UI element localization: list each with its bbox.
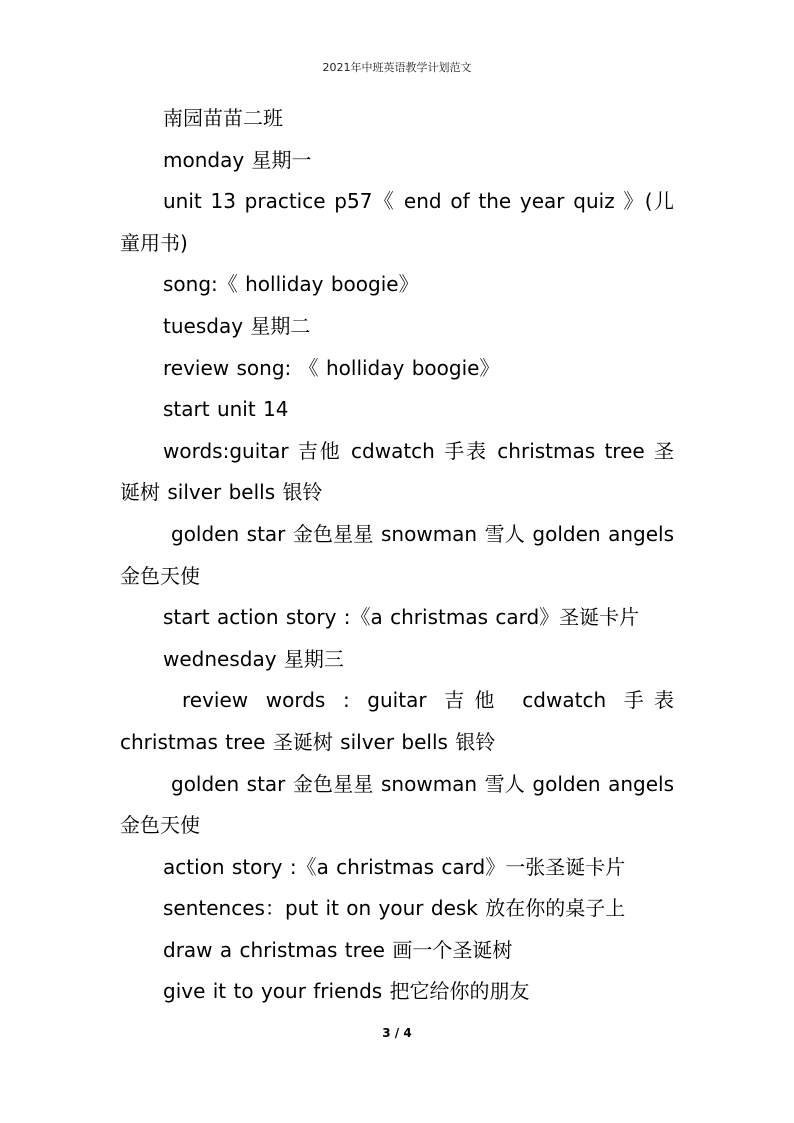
paragraph-song: song:《 holliday boogie》 (163, 272, 419, 297)
paragraph-tuesday: tuesday 星期二 (163, 313, 311, 338)
paragraph-review-words: review words : guitar 吉他 cdwatch 手表 christmas tree 圣诞树 silver bells 银铃 (120, 688, 674, 754)
paragraph-sentence-desk: sentences：put it on your desk 放在你的桌子上 (163, 896, 626, 921)
paragraph-wednesday: wednesday 星期三 (163, 646, 344, 671)
paragraph-sentence-tree: draw a christmas tree 画一个圣诞树 (163, 937, 513, 962)
paragraph-unit-13: unit 13 practice p57《 end of the year quiz 》(儿童用书) (120, 189, 674, 255)
paragraph-start-unit-14: start unit 14 (163, 397, 289, 422)
paragraph-class-name: 南园苗苗二班 (163, 106, 283, 130)
paragraph-action-story: action story :《a christmas card》一张圣诞卡片 (163, 854, 626, 879)
paragraph-golden-words-1: golden star 金色星星 snowman 雪人 golden angels 金色天使 (120, 521, 674, 588)
paragraph-review-song: review song: 《 holliday boogie》 (163, 355, 500, 380)
document-body (120, 98, 674, 1013)
paragraph-start-action-story: start action story :《a christmas card》圣诞卡片 (163, 605, 640, 630)
paragraph-words: words:guitar 吉他 cdwatch 手表 christmas tree 圣诞树 silver bells 银铃 (120, 438, 674, 505)
paragraph-golden-words-2: golden star 金色星星 snowman 雪人 golden angels 金色天使 (120, 771, 674, 838)
page-header: 2021年中班英语教学计划范文 (322, 61, 472, 74)
paragraph-monday: monday 星期一 (163, 147, 312, 172)
paragraph-sentence-friends: give it to your friends 把它给你的朋友 (163, 979, 530, 1004)
page-number: 3 / 4 (382, 1026, 412, 1040)
